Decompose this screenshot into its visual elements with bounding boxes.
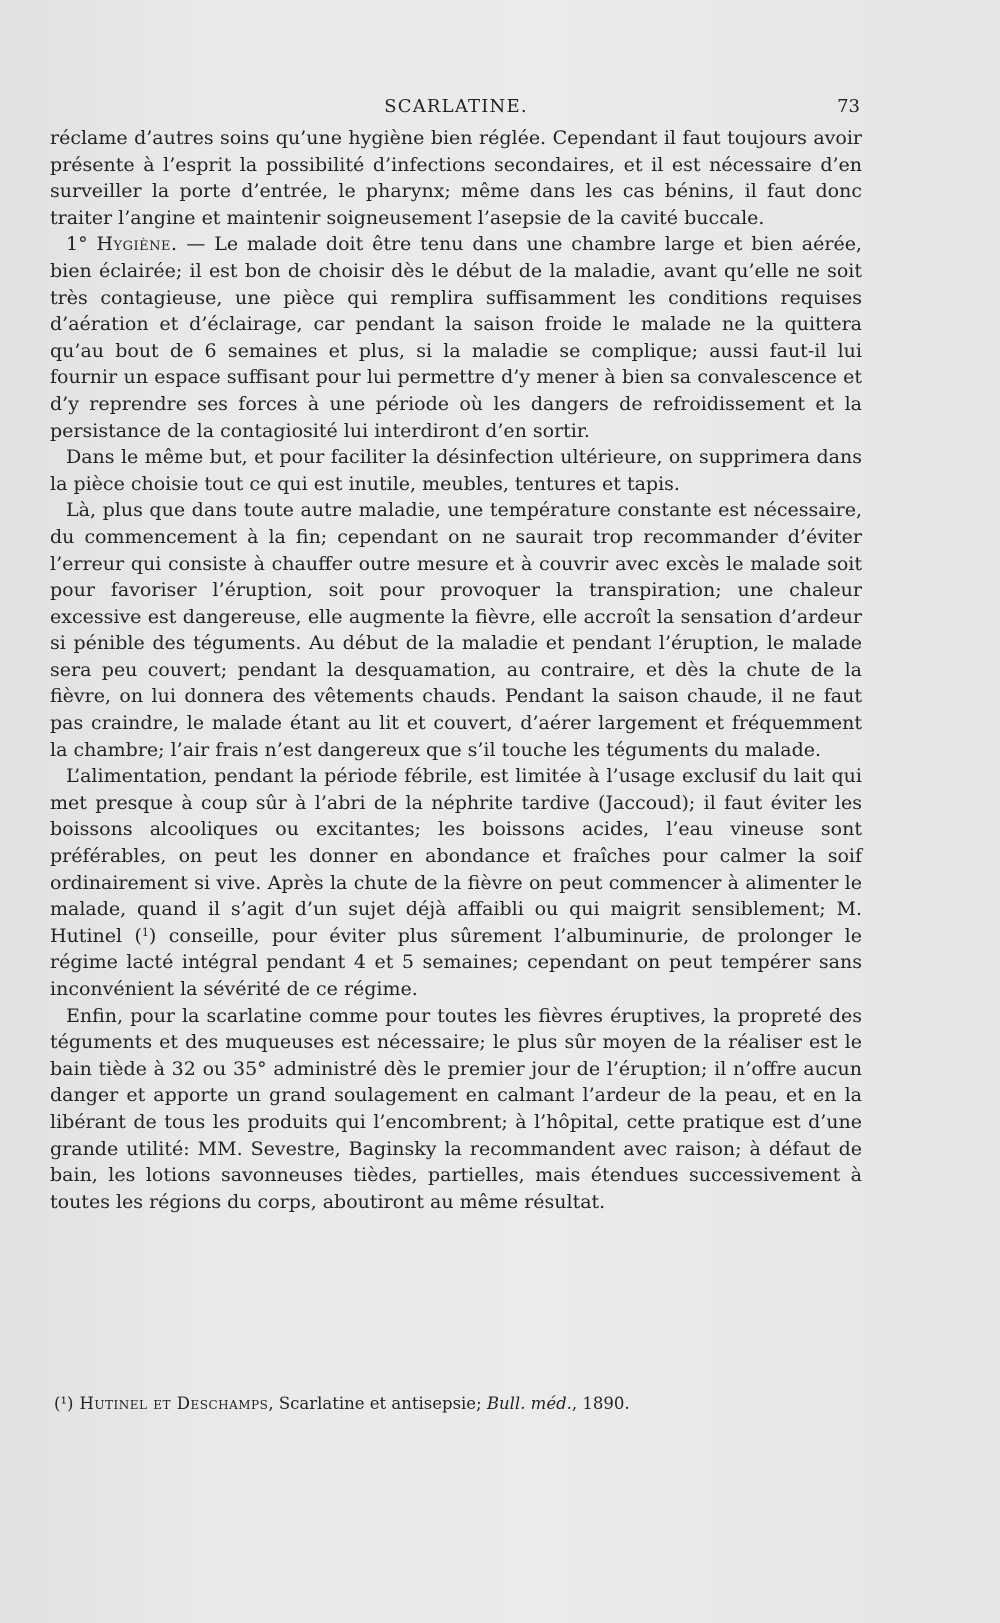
section-heading: Hygiène. [96, 233, 178, 256]
section-number: 1° [66, 233, 97, 256]
paragraph-hygiene-text: — Le malade doit être tenu dans une chambre large et bien aérée, bien éclairée; il est bon de choisir dès le début de la maladie, avant qu’elle ne soit très contagieuse, une pièce qui remplira suffisamment les conditions requises d’aération et d’éclairage, car pendant la saison froide le malade ne la quittera qu’au bout de 6 semaines et plus, si la maladie se complique; aussi faut-il lui fournir un espace suffisant pour lui permettre d’y mener à bien sa convalescence et d’y reprendre ses forces à une période où les dangers de refroidissement et la persistance de la contagiosité lui interdiront d’en sortir. [50, 233, 862, 442]
paragraph-5 [50, 763, 862, 1002]
page-header [52, 92, 860, 122]
paragraph-4-text: Là, plus que dans toute autre maladie, une température constante est nécessaire, du commencement à la fin; cependant on ne saurait trop recommander d’éviter l’erreur qui consiste à chauffer outre mesure et à couvrir avec excès le malade soit pour favoriser l’éruption, soit pour provoquer la transpiration; une chaleur excessive est dangereuse, elle augmente la fièvre, elle accroît la sensation d’ardeur si pénible des téguments. Au début de la maladie et pendant l’éruption, le malade sera peu couvert; pendant la desquamation, au contraire, et dès la chute de la fièvre, on lui donnera des vêtements chauds. Pendant la saison chaude, il ne faut pas craindre, le malade étant au lit et couvert, d’aérer largement et fréquemment la chambre; l’air frais n’est dangereux que s’il touche les téguments du malade. [50, 499, 862, 761]
paragraph-hygiene [50, 231, 862, 444]
paragraph-5-text-a: L’alimentation, pendant la période fébrile, est limitée à l’usage exclusif du lait qui met presque à coup sûr à l’abri de la néphrite tardive (Jaccoud); il faut éviter les boissons alcooliques ou excitantes; les boissons acides, l’eau vineuse sont préférables, on peut les donner en abondance et fraîches pour calmer la soif ordinairement si vive. Après la chute de la fièvre on peut commencer à alimenter le malade, quand il s’agit d’un sujet déjà affaibli ou qui maigrit sensiblement; M. Hutinel ( [50, 765, 862, 947]
footnote-journal: Bull. méd. [486, 1394, 572, 1413]
paragraph-4 [50, 497, 862, 763]
footnote-mark: (¹) [54, 1394, 74, 1413]
footnote-authors: Hutinel et Deschamps [79, 1394, 269, 1413]
paragraph-1 [50, 125, 862, 231]
paragraph-6 [50, 1003, 862, 1216]
page-number: 73 [837, 96, 860, 117]
running-title: SCARLATINE. [384, 96, 528, 117]
footnote-year: , 1890. [571, 1394, 630, 1413]
footnote-text: , Scarlatine et antisepsie; [268, 1394, 487, 1413]
paragraph-3 [50, 444, 862, 497]
body-text [50, 125, 862, 1215]
footnote [50, 1392, 862, 1416]
paragraph-5-text-b: ) conseille, pour éviter plus sûrement l’albuminurie, de prolonger le régime lacté intégral pendant 4 et 5 semaines; cependant on peut tempérer sans inconvénient la sévérité de ce régime. [50, 924, 862, 1000]
paragraph-6-text: Enfin, pour la scarlatine comme pour toutes les fièvres éruptives, la propreté des téguments et des muqueuses est nécessaire; le plus sûr moyen de la réaliser est le bain tiède à 32 ou 35° administré dès le premier jour de l’éruption; il n’offre aucun danger et apporte un grand soulagement en calmant l’ardeur de la peau, et en la libérant de tous les produits qui l’encombrent; à l’hôpital, cette pratique est d’une grande utilité: MM. Sevestre, Baginsky la recommandent avec raison; à défaut de bain, les lotions savonneuses tièdes, partielles, mais étendues successivement à toutes les régions du corps, aboutiront au même résultat. [50, 1004, 862, 1213]
footnote-reference: 1 [141, 925, 149, 939]
paragraph-3-text: Dans le même but, et pour faciliter la désinfection ultérieure, on supprimera dans la pièce choisie tout ce qui est inutile, meubles, tentures et tapis. [50, 446, 862, 495]
paragraph-1-text: réclame d’autres soins qu’une hygiène bien réglée. Cependant il faut toujours avoir présente à l’esprit la possibilité d’infections secondaires, et il est nécessaire d’en surveiller la porte d’entrée, le pharynx; même dans les cas bénins, il faut donc traiter l’angine et maintenir soigneusement l’asepsie de la cavité buccale. [50, 127, 862, 229]
